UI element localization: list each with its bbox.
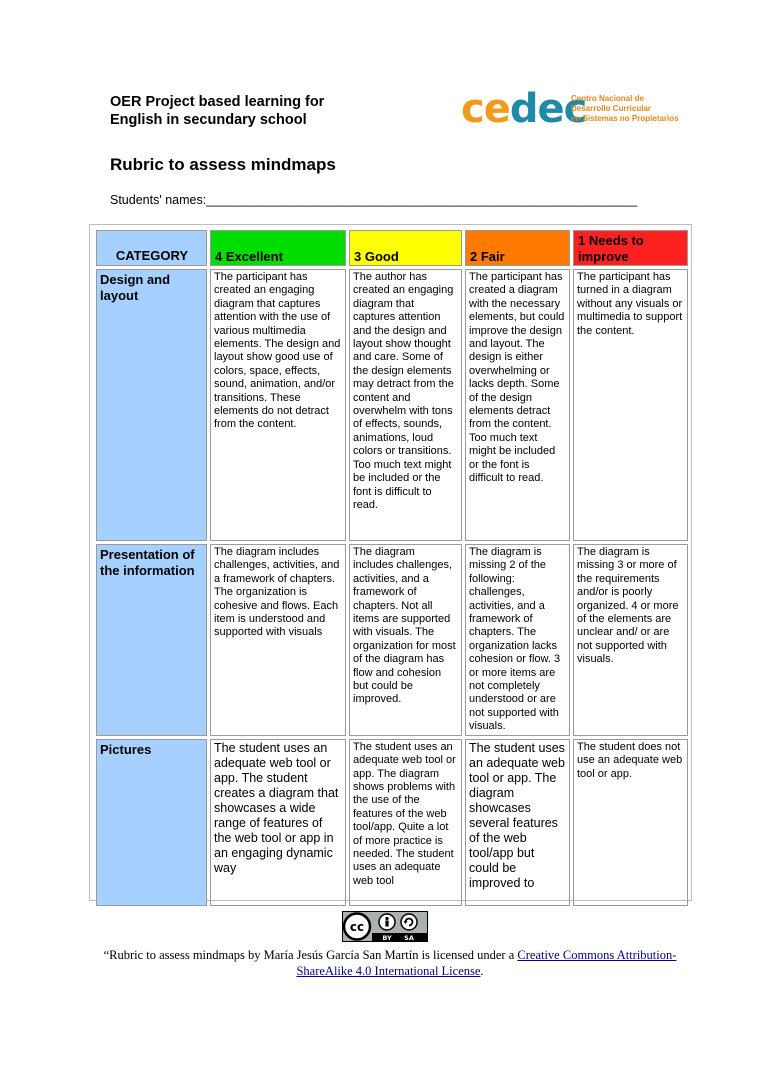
table-cell: The diagram is missing 2 of the following: challenges, activities, and a framework of chapters. The organization lacks cohesion or flow. 3 or more items are not completely understood or are not supported with visuals.: [465, 544, 570, 736]
license-link[interactable]: Creative Commons Attribution-ShareAlike 4.0 International License: [296, 948, 677, 978]
table-cell: The participant has created an engaging diagram that captures attention with the use of various multimedia elements. The design and layout show good use of colors, space, effects, sound, animation, and/or transitions. These elements do not detract from the content.: [210, 269, 346, 541]
header-line-1: OER Project based learning for: [110, 94, 325, 110]
table-cell: The diagram includes challenges, activities, and a framework of chapters. The organization is cohesive and flows. Each item is understood and supported with visuals: [210, 544, 346, 736]
header-excellent: 4 Excellent: [210, 230, 346, 266]
page-title: Rubric to assess mindmaps: [110, 155, 336, 174]
table-cell: The student uses an adequate web tool or app. The diagram showcases several features of the web tool/app but could be improved to: [465, 739, 570, 906]
table-row: [96, 544, 688, 736]
cc-label: cc: [349, 920, 365, 934]
document-header: [110, 93, 324, 129]
header-fair: 2 Fair: [465, 230, 570, 266]
category-design-and-layout: Design and layout: [96, 269, 207, 541]
license-notice: “Rubric to assess mindmaps by María Jesús García San Martín is licensed under a Creative Commons Attribution-ShareAlike 4.0 International License.: [103, 948, 677, 978]
table-cell: The participant has turned in a diagram without any visuals or multimedia to support the content.: [573, 269, 688, 541]
table-cell: The student does not use an adequate web tool or app.: [573, 739, 688, 906]
sa-label: SA: [404, 934, 414, 942]
table-row: [96, 269, 688, 541]
students-names-field: Students' names:______________________________________________________________: [110, 193, 638, 207]
cedec-logo: [461, 84, 701, 134]
table-cell: The author has created an engaging diagram that captures attention and the design and layout show thought and care. Some of the design elements may detract from the content and overwhelm with tons of effects, sounds, animations, loud colors or transitions. Too much text might be included or the font is difficult to read.: [349, 269, 462, 541]
table-cell: The participant has created a diagram with the necessary elements, but could improve the design and layout. The design is either overwhelming or lacks depth. Some of the design elements detract from the content. Too much text might be included or the font is difficult to read.: [465, 269, 570, 541]
category-pictures: Pictures: [96, 739, 207, 906]
rubric-table-frame: [89, 224, 692, 901]
table-cell: The diagram is missing 3 or more of the requirements and/or is poorly organized. 4 or more of the elements are unclear and/ or are not supported with visuals.: [573, 544, 688, 736]
cc-by-sa-badge-icon: [342, 911, 428, 942]
table-cell: The diagram includes challenges, activities, and a framework of chapters. Not all items are supported with visuals. The organization for most of the diagram has flow and cohesion but could be improved.: [349, 544, 462, 736]
logo-subtitle: Centro Nacional de Desarrollo Curricular en Sistemas no Propietarios: [571, 94, 679, 123]
table-cell: The student uses an adequate web tool or app. The student creates a diagram that showcases a wide range of features of the web tool or app in an engaging dynamic way: [210, 739, 346, 906]
header-line-2: English in secundary school: [110, 112, 307, 128]
header-needs-to-improve: 1 Needs to improve: [573, 230, 688, 266]
table-row: [96, 739, 688, 906]
category-presentation: Presentation of the information: [96, 544, 207, 736]
by-label: BY: [382, 934, 392, 942]
rubric-table: [93, 227, 691, 909]
logo-wordmark: cedec: [461, 86, 587, 132]
header-good: 3 Good: [349, 230, 462, 266]
header-category: CATEGORY: [96, 230, 207, 266]
table-cell: The student uses an adequate web tool or app. The diagram shows problems with the use of the features of the web tool/app. Quite a lot of more practice is needed. The student uses an adequate web tool: [349, 739, 462, 906]
